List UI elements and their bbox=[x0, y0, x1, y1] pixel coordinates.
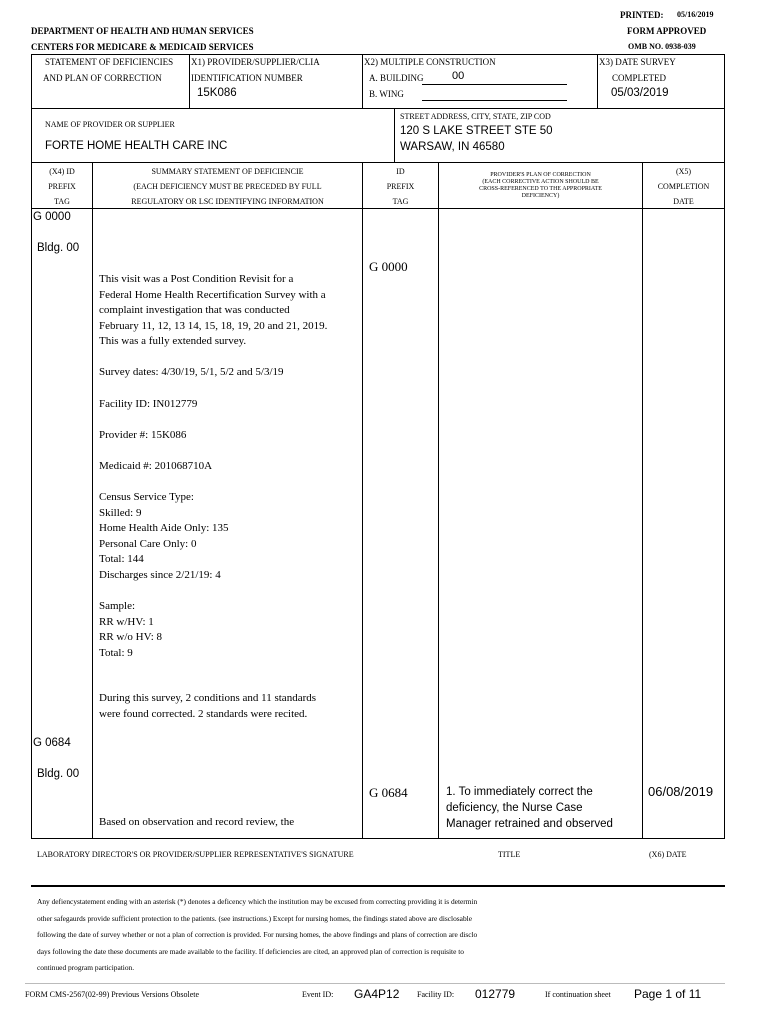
id-header-2: PREFIX bbox=[386, 182, 415, 191]
x2-label: X2) MULTIPLE CONSTRUCTION bbox=[364, 57, 496, 67]
form-approved: FORM APPROVED bbox=[627, 26, 707, 36]
building-label: A. BUILDING bbox=[369, 73, 424, 83]
rule bbox=[438, 162, 439, 838]
summary-line: February 11, 12, 13 14, 15, 18, 19, 20 and 21, 2019. bbox=[99, 319, 328, 332]
disclaimer-line: following the date of survey whether or not a plan of correction is provided. For nursing homes, the above findings and plans of correction are disclo bbox=[37, 930, 478, 939]
summary-header-2: (EACH DEFICIENCY MUST BE PRECEDED BY FULL bbox=[133, 182, 322, 191]
sample-line: RR w/HV: 1 bbox=[99, 615, 154, 628]
summary-line-2: Based on observation and record review, the bbox=[99, 816, 295, 828]
rule bbox=[31, 162, 725, 163]
plan-header-1: PROVIDER'S PLAN OF CORRECTION bbox=[490, 172, 591, 178]
medicaid-number: Medicaid #: 201068710A bbox=[99, 460, 213, 472]
building-tag-1: Bldg. 00 bbox=[37, 242, 80, 254]
summary-line: complaint investigation that was conducted bbox=[99, 304, 290, 317]
sample-line: RR w/o HV: 8 bbox=[99, 631, 163, 644]
rule bbox=[597, 54, 598, 108]
rule bbox=[362, 162, 363, 838]
statement-label-2: AND PLAN OF CORRECTION bbox=[43, 73, 162, 83]
x5-header-1: (X5) bbox=[675, 167, 692, 176]
plan-header bbox=[439, 172, 642, 200]
summary-header-3: REGULATORY OR LSC IDENTIFYING INFORMATION bbox=[131, 197, 324, 206]
sample-line: Sample: bbox=[99, 600, 136, 612]
x3-label-2: COMPLETED bbox=[612, 73, 666, 83]
centers-name: CENTERS FOR MEDICARE & MEDICAID SERVICES bbox=[31, 42, 254, 52]
rule bbox=[31, 108, 725, 109]
address-label: STREET ADDRESS, CITY, STATE, ZIP COD bbox=[400, 112, 551, 121]
x5-header-3: DATE bbox=[673, 197, 694, 206]
plan-header-2: (EACH CORRECTIVE ACTION SHOULD BE bbox=[482, 179, 599, 185]
facility-id-label: Facility ID: bbox=[417, 990, 455, 999]
x1-label-1: X1) PROVIDER/SUPPLIER/CLIA bbox=[191, 57, 320, 67]
building-value: 00 bbox=[452, 70, 465, 82]
plan-block-2 bbox=[446, 784, 613, 832]
completion-date-2: 06/08/2019 bbox=[648, 784, 714, 799]
printed-label: PRINTED: bbox=[620, 10, 664, 20]
disclaimer-line: other safegaurds provide sufficient protection to the patients. (see instructions.) Except for nursing homes, the findings stated above are disclosable bbox=[37, 913, 472, 923]
sample-block bbox=[99, 599, 162, 661]
disclaimer-block bbox=[37, 894, 737, 977]
provider-name-label: NAME OF PROVIDER OR SUPPLIER bbox=[45, 120, 175, 129]
id-prefix-tag-2: G 0684 bbox=[369, 785, 408, 800]
x4-header-1: (X4) ID bbox=[49, 167, 75, 176]
summary-block-1 bbox=[99, 272, 359, 350]
census-line: Personal Care Only: 0 bbox=[99, 537, 197, 550]
building-underline bbox=[422, 84, 567, 85]
rule bbox=[362, 54, 363, 108]
facility-id: Facility ID: IN012779 bbox=[99, 398, 198, 410]
plan-header-3: CROSS-REFERENCED TO THE APPROPRIATE bbox=[479, 186, 602, 192]
prefix-tag-2: G 0684 bbox=[33, 737, 71, 749]
department-name: DEPARTMENT OF HEALTH AND HUMAN SERVICES bbox=[31, 26, 254, 36]
provider-id-value: 15K086 bbox=[197, 87, 237, 99]
census-line: Home Health Aide Only: 135 bbox=[99, 522, 229, 535]
footer-rule bbox=[25, 983, 725, 984]
disclaimer-line: continued program participation. bbox=[37, 963, 135, 972]
rule bbox=[92, 162, 93, 838]
x5-header-2: COMPLETION bbox=[657, 182, 710, 191]
plan-header-4: DEFICIENCY) bbox=[521, 193, 560, 199]
wing-underline bbox=[422, 100, 567, 101]
omb-number: OMB NO. 0938-039 bbox=[628, 42, 696, 51]
event-id-value: GA4P12 bbox=[354, 987, 400, 1001]
x4-header-2: PREFIX bbox=[48, 182, 76, 191]
plan-line: 1. To immediately correct the bbox=[446, 786, 593, 798]
rule bbox=[394, 108, 395, 162]
wing-label: B. WING bbox=[369, 89, 404, 99]
census-block bbox=[99, 490, 229, 584]
title-label: TITLE bbox=[498, 850, 521, 859]
census-line: Skilled: 9 bbox=[99, 506, 142, 519]
rule bbox=[724, 54, 725, 838]
building-tag-2: Bldg. 00 bbox=[37, 768, 80, 780]
id-prefix-tag-1: G 0000 bbox=[369, 259, 408, 274]
provider-name-value: FORTE HOME HEALTH CARE INC bbox=[45, 140, 228, 152]
statement-label-1: STATEMENT OF DEFICIENCIES bbox=[45, 57, 174, 67]
x4-header-3: TAG bbox=[54, 197, 70, 206]
provider-number: Provider #: 15K086 bbox=[99, 429, 187, 441]
disclaimer-line: days following the date these documents are made available to the facility. If deficiencies are cited, an approved plan of correction is requisite to bbox=[37, 946, 464, 956]
x1-label-2: IDENTIFICATION NUMBER bbox=[191, 73, 303, 83]
survey-dates: Survey dates: 4/30/19, 5/1, 5/2 and 5/3/19 bbox=[99, 366, 284, 378]
census-line: Total: 144 bbox=[99, 553, 144, 566]
address-line-1: 120 S LAKE STREET STE 50 bbox=[400, 125, 553, 137]
printed-date: 05/16/2019 bbox=[677, 10, 714, 19]
plan-line: deficiency, the Nurse Case bbox=[446, 802, 583, 814]
page-number: Page 1 of 11 bbox=[634, 987, 702, 1001]
address-line-2: WARSAW, IN 46580 bbox=[400, 141, 505, 153]
rule bbox=[31, 54, 725, 55]
plan-line: Manager retrained and observed bbox=[446, 818, 613, 830]
summary-line: Federal Home Health Recertification Survey with a bbox=[99, 288, 326, 301]
conclusion-block bbox=[99, 691, 316, 722]
conclusion-line: were found corrected. 2 standards were recited. bbox=[99, 707, 308, 720]
summary-line: This visit was a Post Condition Revisit for a bbox=[99, 273, 294, 285]
sample-line: Total: 9 bbox=[99, 646, 133, 659]
survey-completed-date: 05/03/2019 bbox=[611, 87, 669, 99]
census-line: Discharges since 2/21/19: 4 bbox=[99, 568, 221, 581]
id-header-3: TAG bbox=[392, 197, 409, 206]
rule bbox=[31, 208, 725, 209]
x3-label-1: X3) DATE SURVEY bbox=[599, 57, 676, 67]
disclaimer-line: Any defiencystatement ending with an asterisk (*) denotes a deficency which the institution may be excused from correcting providing it is determin bbox=[37, 897, 478, 906]
date-label: (X6) DATE bbox=[649, 850, 687, 859]
signature-label: LABORATORY DIRECTOR'S OR PROVIDER/SUPPLIER REPRESENTATIVE'S SIGNATURE bbox=[37, 850, 354, 859]
rule bbox=[642, 162, 643, 838]
summary-header-1: SUMMARY STATEMENT OF DEFICIENCIE bbox=[151, 167, 304, 176]
event-id-label: Event ID: bbox=[302, 990, 334, 999]
summary-line: This was a fully extended survey. bbox=[99, 335, 247, 348]
rule bbox=[31, 885, 725, 887]
id-header-1: ID bbox=[396, 167, 405, 176]
continuation-label: If continuation sheet bbox=[545, 990, 611, 999]
census-line: Census Service Type: bbox=[99, 491, 194, 503]
conclusion-line: During this survey, 2 conditions and 11 standards bbox=[99, 692, 317, 704]
prefix-tag-1: G 0000 bbox=[33, 211, 71, 223]
rule bbox=[31, 838, 725, 839]
rule bbox=[189, 54, 190, 108]
form-number: FORM CMS-2567(02-99) Previous Versions Obsolete bbox=[25, 990, 200, 999]
facility-id-value: 012779 bbox=[475, 987, 516, 1001]
